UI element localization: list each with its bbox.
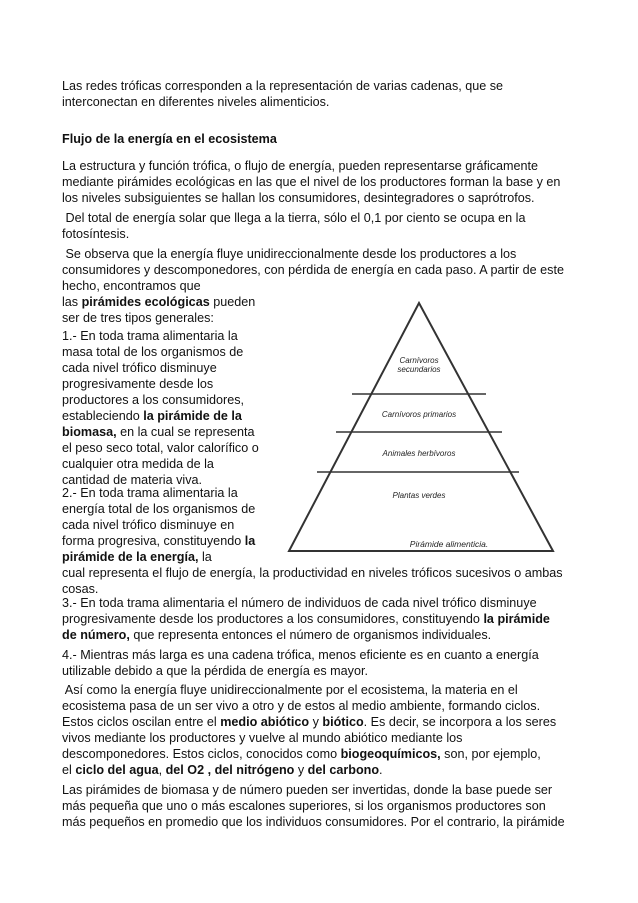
text-line: productores a los consumidores, — [62, 393, 245, 407]
text-fragment: la — [198, 550, 212, 564]
text-fragment: . Es decir, se incorpora a los seres — [363, 715, 557, 729]
text-line: La estructura y función trófica, o flujo de energía, pueden representarse gráficamente — [62, 159, 539, 173]
text-line: cantidad de materia viva. — [62, 473, 203, 487]
text-line: vivos mediante los productores y vuelve al mundo abiótico mediante los — [62, 731, 463, 745]
text-line: 2.- En toda trama alimentaria la — [62, 486, 238, 500]
text-line: consumidores y descomponedores, con pérdida de energía en cada paso. A partir de este — [62, 263, 564, 277]
text-line: Se observa que la energía fluye unidireccionalmente desde los productores a los — [62, 247, 517, 261]
text-fragment: las — [62, 295, 82, 309]
list-item-number — [62, 595, 582, 643]
text-fragment: progresivamente desde los productores a los consumidores, constituyendo — [62, 612, 484, 626]
pyramid-level-label: Plantas verdes — [392, 491, 446, 500]
text-line: mediante pirámides ecológicas en las que el nivel de los productores forman la base y en — [62, 175, 561, 189]
section-heading — [62, 131, 582, 147]
text-line: 3.- En toda trama alimentaria el número de individuos de cada nivel trófico disminuye — [62, 596, 537, 610]
text-fragment: Estos ciclos oscilan entre el — [62, 715, 221, 729]
pyramid-outline — [289, 303, 553, 551]
bold-term: del carbono — [307, 763, 380, 777]
text-fragment: . — [379, 763, 383, 777]
text-fragment: , — [158, 763, 166, 777]
text-fragment: descomponedores. Estos ciclos, conocidos como — [62, 747, 341, 761]
text-line: ecosistema pasa de un ser vivo a otro y de estos al medio ambiente, formando ciclos. — [62, 699, 541, 713]
pyramid-level-label: Carnívoros primarios — [381, 410, 457, 419]
text-line: 4.- Mientras más larga es una cadena trófica, menos eficiente es en cuanto a energía — [62, 648, 539, 662]
food-pyramid-diagram — [267, 297, 577, 555]
text-line — [62, 714, 582, 730]
bold-term: biótico — [322, 715, 364, 729]
text-fragment: y — [294, 763, 308, 777]
pyramid-level-label: secundarios — [397, 365, 441, 374]
text-line: interconectan en diferentes niveles alimenticios. — [62, 95, 330, 109]
pyramid-level-label: Animales herbívoros — [382, 449, 456, 458]
text-line: más pequeños en promedio que los individuos consumidores. Por el contrario, la pirámide — [62, 815, 565, 829]
text-line — [62, 611, 582, 627]
text-line: Así como la energía fluye unidireccionalmente por el ecosistema, la materia en el — [62, 683, 518, 697]
intro-paragraph — [62, 78, 582, 110]
text-line: cualquier otra medida de la — [62, 457, 214, 471]
text-line: Las pirámides de biomasa y de número pueden ser invertidas, donde la base puede ser — [62, 783, 553, 797]
paragraph-solar-energy — [62, 210, 582, 242]
paragraph-matter-cycles — [62, 682, 582, 778]
text-line: los niveles subsiguientes se hallan los consumidores, desintegradores o saprótrofos. — [62, 191, 535, 205]
text-line: 1.- En toda trama alimentaria la — [62, 329, 238, 343]
text-fragment: en la cual se representa — [116, 425, 255, 439]
text-line — [62, 408, 262, 424]
text-line: ser de tres tipos generales: — [62, 311, 214, 325]
bold-term: la pirámide — [483, 612, 550, 626]
text-line: más pequeña que uno o más escalones superiores, si los organismos productores son — [62, 799, 546, 813]
paragraph-structure — [62, 158, 582, 206]
heading-text: Flujo de la energía en el ecosistema — [62, 132, 277, 146]
text-line — [62, 627, 582, 643]
text-fragment: estableciendo — [62, 409, 144, 423]
text-line: Del total de energía solar que llega a la tierra, sólo el 0,1 por ciento se ocupa en la — [62, 211, 526, 225]
text-line: fotosíntesis. — [62, 227, 130, 241]
text-line: masa total de los organismos de — [62, 345, 244, 359]
bold-term: ciclo del agua — [75, 763, 159, 777]
text-fragment: el — [62, 763, 76, 777]
text-fragment: forma progresiva, constituyendo — [62, 534, 245, 548]
bold-term: de número, — [62, 628, 130, 642]
bold-term: medio abiótico — [220, 715, 310, 729]
text-fragment: pueden — [209, 295, 256, 309]
paragraph-inverted-pyramids — [62, 782, 582, 830]
pyramid-caption: Pirámide alimenticia. — [409, 539, 489, 549]
food-pyramid-figure — [267, 297, 577, 555]
text-line — [62, 424, 262, 440]
text-line — [62, 762, 582, 778]
bold-term: biogeoquímicos, — [340, 747, 441, 761]
bold-term: del O2 , del nitrógeno — [165, 763, 295, 777]
bold-term: pirámide de la energía, — [62, 550, 199, 564]
text-fragment: que representa entonces el número de organismos individuales. — [129, 628, 492, 642]
text-line: progresivamente desde los — [62, 377, 214, 391]
text-line: utilizable debido a que la pérdida de energía es mayor. — [62, 664, 368, 678]
text-fragment: y — [309, 715, 323, 729]
bold-term: biomasa, — [62, 425, 117, 439]
text-line: Las redes tróficas corresponden a la representación de varias cadenas, que se — [62, 79, 504, 93]
text-line: cada nivel trófico disminuye en — [62, 518, 235, 532]
text-line: cual representa el flujo de energía, la productividad en niveles tróficos sucesivos o ambas — [62, 566, 563, 580]
bold-term: la pirámide de la — [143, 409, 242, 423]
list-item-chain-length — [62, 647, 582, 679]
text-line: energía total de los organismos de — [62, 502, 256, 516]
text-line: cada nivel trófico disminuye — [62, 361, 217, 375]
text-line — [62, 746, 582, 762]
list-item-biomass — [62, 328, 262, 488]
text-line: el peso seco total, valor calorífico o — [62, 441, 259, 455]
text-fragment: son, por ejemplo, — [440, 747, 541, 761]
text-line: cosas. — [62, 582, 99, 596]
pyramid-level-label: Carnívoros — [399, 356, 439, 365]
bold-term: la — [244, 534, 256, 548]
bold-term: pirámides ecológicas — [81, 295, 210, 309]
text-line: hecho, encontramos que — [62, 279, 201, 293]
